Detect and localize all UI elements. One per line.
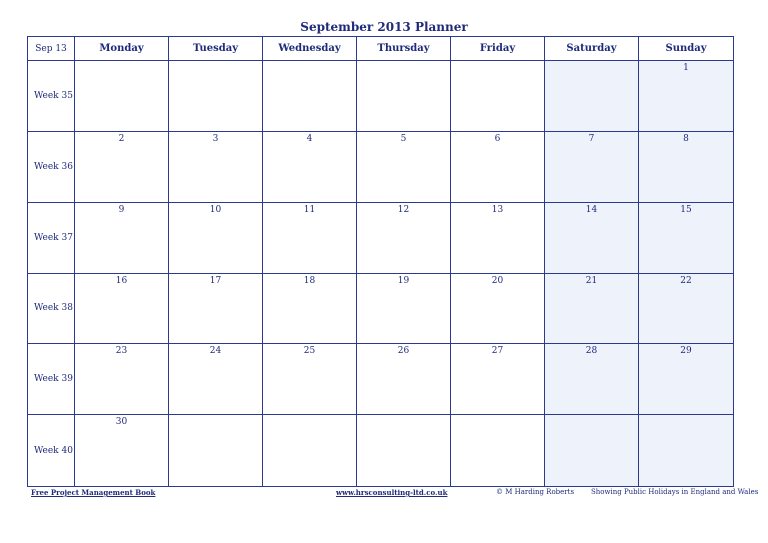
day-cell[interactable] [451, 61, 545, 132]
date-number: 3 [212, 133, 219, 144]
day-cell[interactable] [357, 61, 451, 132]
date-number: 20 [491, 275, 504, 286]
date-number: 24 [209, 346, 222, 357]
day-cell[interactable] [169, 344, 263, 415]
day-cell[interactable] [357, 344, 451, 415]
calendar-grid [27, 36, 734, 487]
day-cell[interactable] [357, 132, 451, 203]
day-cell[interactable] [169, 274, 263, 345]
date-number: 11 [303, 204, 316, 215]
day-header-wednesday: Wednesday [263, 37, 357, 61]
day-cell[interactable] [169, 132, 263, 203]
day-cell[interactable] [75, 415, 169, 486]
day-cell[interactable] [75, 132, 169, 203]
date-number: 29 [680, 346, 692, 357]
date-number: 4 [306, 133, 313, 144]
date-number: 21 [585, 275, 598, 286]
day-cell[interactable] [451, 274, 545, 345]
date-number: 30 [115, 417, 128, 428]
date-number: 19 [397, 275, 410, 286]
date-number: 8 [683, 133, 689, 144]
day-cell[interactable] [169, 61, 263, 132]
day-cell[interactable] [263, 274, 357, 345]
day-cell[interactable] [639, 344, 733, 415]
day-header-sunday: Sunday [639, 37, 733, 61]
date-number: 7 [588, 133, 595, 144]
day-cell[interactable] [357, 203, 451, 274]
day-cell[interactable] [545, 344, 639, 415]
date-number: 13 [491, 204, 504, 215]
day-cell[interactable] [451, 344, 545, 415]
date-number: 10 [209, 204, 222, 215]
day-cell[interactable] [639, 415, 733, 486]
day-cell[interactable] [263, 61, 357, 132]
day-cell[interactable] [545, 415, 639, 486]
week-label: Week 35 [28, 61, 75, 132]
date-number: 14 [585, 204, 598, 215]
day-cell[interactable] [545, 203, 639, 274]
day-header-tuesday: Tuesday [169, 37, 263, 61]
day-cell[interactable] [263, 132, 357, 203]
date-number: 23 [115, 346, 128, 357]
day-cell[interactable] [263, 344, 357, 415]
week-label: Week 36 [28, 132, 75, 203]
date-number: 9 [118, 204, 125, 215]
day-cell[interactable] [263, 415, 357, 486]
day-header-thursday: Thursday [357, 37, 451, 61]
day-cell[interactable] [451, 203, 545, 274]
date-number: 5 [400, 133, 407, 144]
day-cell[interactable] [169, 203, 263, 274]
day-cell[interactable] [75, 203, 169, 274]
day-cell[interactable] [639, 61, 733, 132]
day-header-friday: Friday [451, 37, 545, 61]
date-number: 22 [680, 275, 692, 286]
day-cell[interactable] [263, 203, 357, 274]
week-label: Week 38 [28, 274, 75, 345]
date-number: 1 [683, 63, 689, 73]
date-number: 26 [397, 346, 410, 357]
footer-link-book[interactable]: Free Project Management Book [31, 488, 156, 497]
month-label: Sep 13 [28, 37, 75, 61]
day-header-monday: Monday [75, 37, 169, 61]
day-cell[interactable] [545, 274, 639, 345]
footer-note: Showing Public Holidays in England and Wales [591, 488, 759, 496]
date-number: 2 [118, 133, 125, 144]
date-number: 6 [494, 133, 501, 144]
day-cell[interactable] [639, 132, 733, 203]
day-cell[interactable] [357, 415, 451, 486]
footer-link-website[interactable]: www.hrsconsulting-ltd.co.uk [336, 488, 448, 497]
day-cell[interactable] [639, 274, 733, 345]
date-number: 28 [585, 346, 598, 357]
date-number: 15 [680, 204, 692, 215]
date-number: 16 [115, 275, 128, 286]
day-cell[interactable] [545, 61, 639, 132]
date-number: 27 [491, 346, 504, 357]
day-cell[interactable] [75, 274, 169, 345]
footer-copyright: © M Harding Roberts [496, 488, 575, 496]
day-cell[interactable] [545, 132, 639, 203]
page-title: September 2013 Planner [300, 20, 468, 34]
day-cell[interactable] [357, 274, 451, 345]
day-header-saturday: Saturday [545, 37, 639, 61]
date-number: 18 [303, 275, 316, 286]
date-number: 12 [397, 204, 410, 215]
date-number: 25 [303, 346, 316, 357]
week-label: Week 37 [28, 203, 75, 274]
week-label: Week 39 [28, 344, 75, 415]
day-cell[interactable] [75, 344, 169, 415]
day-cell[interactable] [451, 415, 545, 486]
day-cell[interactable] [639, 203, 733, 274]
date-number: 17 [209, 275, 222, 286]
week-label: Week 40 [28, 415, 75, 486]
day-cell[interactable] [169, 415, 263, 486]
day-cell[interactable] [451, 132, 545, 203]
day-cell[interactable] [75, 61, 169, 132]
